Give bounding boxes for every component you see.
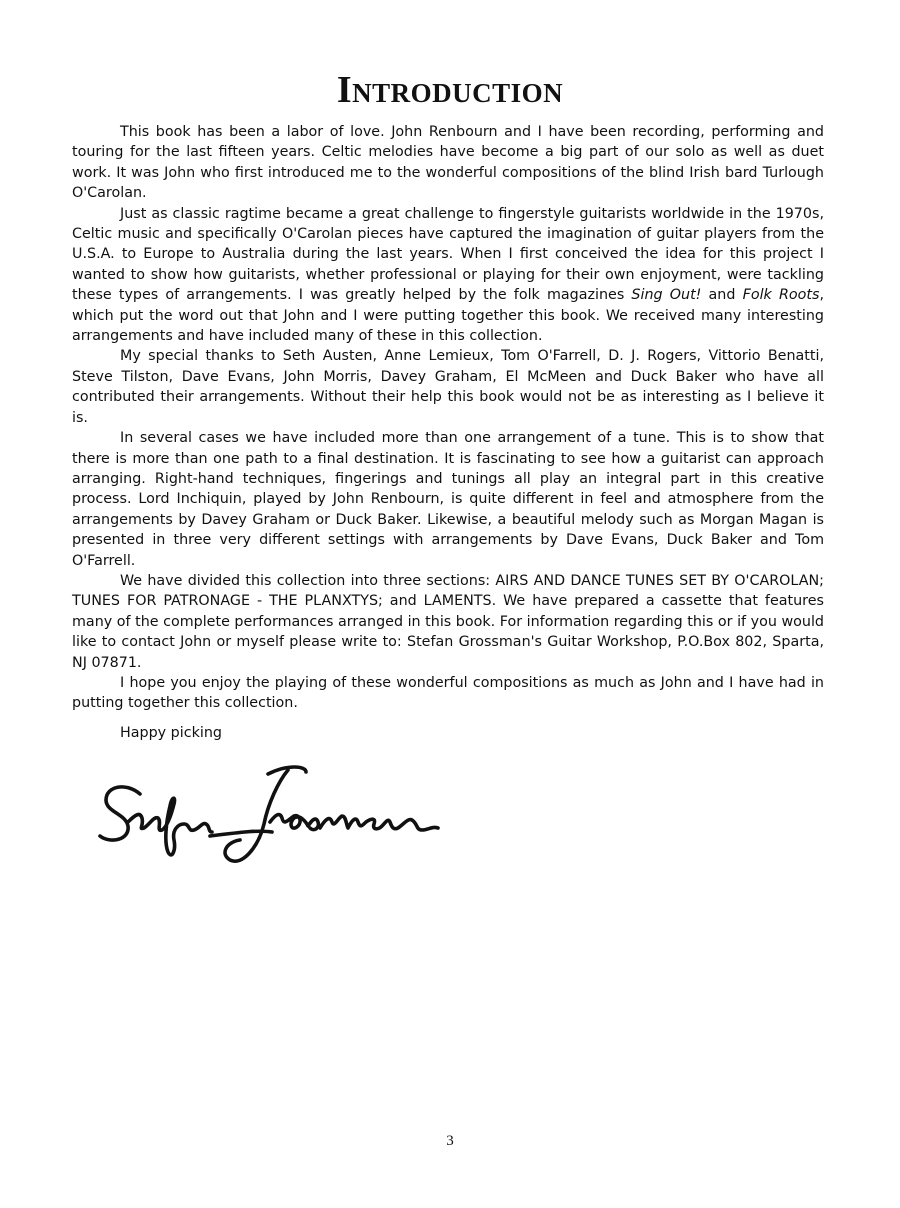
page-title: Introduction — [336, 69, 564, 111]
paragraph-6: I hope you enjoy the playing of these wonderful compositions as much as John and I have had in putting together this collection. — [72, 674, 824, 712]
paragraph-5: We have divided this collection into three sections: AIRS AND DANCE TUNES SET BY O'CAROLAN; TUNES FOR PATRONAGE - THE PLANXTYS; and LAMENTS. We have prepared a cassette that features many of the complete performances arranged in this book. For information regarding this or if you would like to contact John or myself please write to: Stefan Grossman's Guitar Workshop, P.O.Box 802, Sparta, NJ 07871. — [72, 572, 824, 671]
paragraph-2-text-a: Just as classic ragtime became a great challenge to fingerstyle guitarists worldwide in the 1970s, Celtic music and specifically O'Carolan pieces have captured the imagination of guitar players from the U.S.A. to Europe to Australia during the last years. When I first conceived the idea for this project I wanted to show how guitarists, whether professional or playing for their own enjoyment, were tackling these types of arrangements. I was greatly helped by the folk magazines — [72, 205, 824, 304]
closing-line: Happy picking — [120, 725, 222, 741]
paragraph-4: In several cases we have included more than one arrangement of a tune. This is to show that there is more than one path to a final destination. It is fascinating to see how a guitarist can approach arranging. Right-hand techniques, fingerings and tunings all play an integral part in this creative process. Lord Inchiquin, played by John Renbourn, is quite different in feel and atmosphere from the arrangements by Davey Graham or Duck Baker. Likewise, a beautiful melody such as Morgan Magan is presented in three very different settings with arrangements by Dave Evans, Duck Baker and Tom O'Farrell. — [72, 430, 824, 569]
page-number: 3 — [446, 1133, 454, 1149]
signature — [92, 752, 452, 882]
paragraph-2-text-b: and — [701, 287, 743, 304]
paragraph-2-text-c: , which put the word out that John and I were putting together this book. We received many interesting arrangements and have included many of these in this collection. — [72, 287, 824, 345]
magazine-title-folk-roots: Folk Roots — [742, 287, 820, 304]
paragraph-1: This book has been a labor of love. John Renbourn and I have been recording, performing and touring for the last fifteen years. Celtic melodies have become a big part of our solo as well as duet work. It was John who first introduced me to the wonderful compositions of the blind Irish bard Turlough O'Carolan. — [72, 124, 824, 202]
paragraph-2 — [72, 204, 824, 347]
body-text — [72, 122, 824, 714]
paragraph-3: My special thanks to Seth Austen, Anne Lemieux, Tom O'Farrell, D. J. Rogers, Vittorio Benatti, Steve Tilston, Dave Evans, John Morris, Davey Graham, El McMeen and Duck Baker who have all contributed their arrangements. Without their help this book would not be as interesting as I believe it is. — [72, 348, 824, 426]
magazine-title-sing-out: Sing Out! — [631, 287, 702, 304]
